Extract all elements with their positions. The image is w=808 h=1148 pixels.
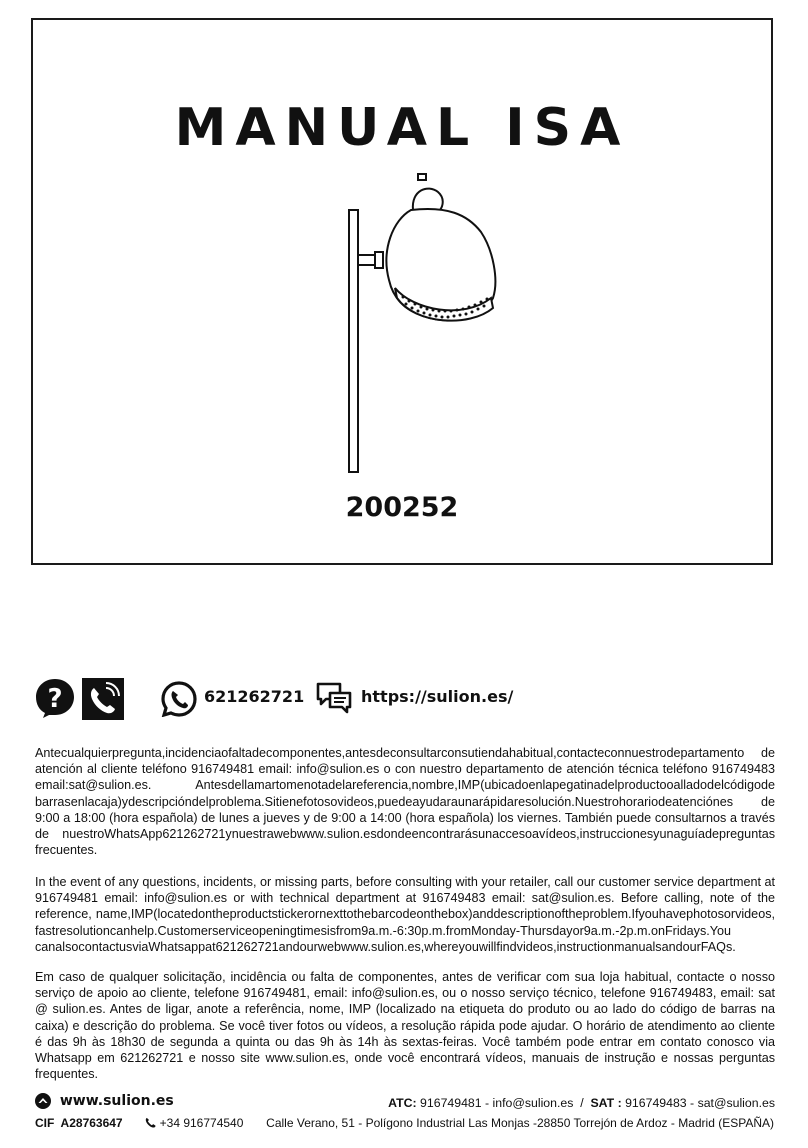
sat-label: SAT : <box>590 1096 622 1110</box>
atc-value: 916749481 - info@sulion.es / <box>416 1096 591 1110</box>
question-icon <box>35 678 75 718</box>
chat-bubbles-icon <box>316 682 352 714</box>
website-link[interactable]: https://sulion.es/ <box>361 687 514 706</box>
footer-cif-line <box>35 1116 243 1130</box>
footer-website[interactable] <box>35 1093 174 1109</box>
contact-row <box>35 678 775 720</box>
whatsapp-number: 621262721 <box>204 687 305 706</box>
atc-label: ATC: <box>388 1096 417 1110</box>
sat-value: 916749483 - sat@sulion.es <box>621 1096 775 1110</box>
floor-lamp-illustration <box>343 170 543 480</box>
phone-support-icon <box>82 678 124 720</box>
cif-number: CIF A28763647 <box>35 1116 123 1130</box>
manual-title: MANUAL ISA <box>174 98 630 158</box>
company-address: Calle Verano, 51 - Polígono Industrial Las Monjas -28850 Torrejón de Ardoz - Madrid (ESPAÑA) <box>266 1116 774 1130</box>
model-number: 200252 <box>345 492 459 523</box>
footer-contact-line <box>388 1096 775 1110</box>
company-phone: +34 916774540 <box>159 1116 244 1130</box>
svg-text:?: ? <box>47 684 63 714</box>
footer-website-text: www.sulion.es <box>59 1093 174 1109</box>
paragraph-es: Antecualquierpregunta,incidenciaofaltadecomponentes,antesdeconsultarconsutiendahabitual,contacteconnuestrodepartamento de atención al cliente teléfono 916749481 email: info@sulion.es o con nuestro departamento de atención técnica teléfono 916749483 email:sat@sulion.es. Antesdellamartomenotadelareferencia,nombre,IMP(ubicadoenlapegatinadelproductooalladodelcódigode barrasenlacaja)ydescripcióndelproblema.Sitienefotosovideos,puedeayudaraunarápidaresolución.Nuestrohorariodeatenciónes de 9:00 a 18:00 (hora española) de lunes a jueves y de 9:00 a 14:00 (hora española) los viernes. También puede consultarnos a través de nuestroWhatsApp621262721ynuestrawebwww.sulion.esdondeencontrarásunaccesoavídeos,instruccionesyunaguíadepreguntas frecuentes. <box>35 746 775 858</box>
sulion-logo-icon <box>35 1093 51 1109</box>
paragraph-pt: Em caso de qualquer solicitação, incidência ou falta de componentes, antes de verificar com sua loja habitual, contacte o nosso serviço de apoio ao cliente, telefone 916749481, email: info@sulion.es, ou o nosso serviço técnico, telefone 916749483, email: sat @ sulion.es. Antes de ligar, anote a referência, nome, IMP (localizado na etiqueta do produto ou ao lado do código de barras na caixa) e descrição do problema. Se você tiver fotos ou vídeos, a resolução rápida pode ajudar. O horário de atendimento ao cliente é das 9h às 18h30 de segunda a quinta ou das 9h às 14h às sextas-feiras. Você também pode entrar em contato conosco via Whatsapp em 621262721 e nosso site www.sulion.es, onde você encontrará vídeos, manuais de instrução e nossas perguntas frequentes. <box>35 970 775 1082</box>
phone-icon <box>145 1117 156 1128</box>
paragraph-en: In the event of any questions, incidents, or missing parts, before consulting with your retailer, call our customer service department at 916749481 email: info@sulion.es or with technical department at 916749483 email: sat@sulion.es. Before calling, note of the reference, name,IMP(locatedontheproductstickerornexttothebarcodeonthebox)anddescriptionoftheproblem.Ifyouhavephotosorvideos, fastresolutioncanhelp.Customerserviceopeningtimesisfrom9a.m.-6:30p.m.fromMonday-Thursdayor9a.m.-2p.m.onFridays.You canalsocontactusviaWhatsappat621262721andourwebwww.sulion.es,whereyouwillfindvideos,instructionmanualsandourFAQs. <box>35 875 775 954</box>
whatsapp-icon <box>161 681 197 717</box>
cover-frame <box>31 18 773 565</box>
